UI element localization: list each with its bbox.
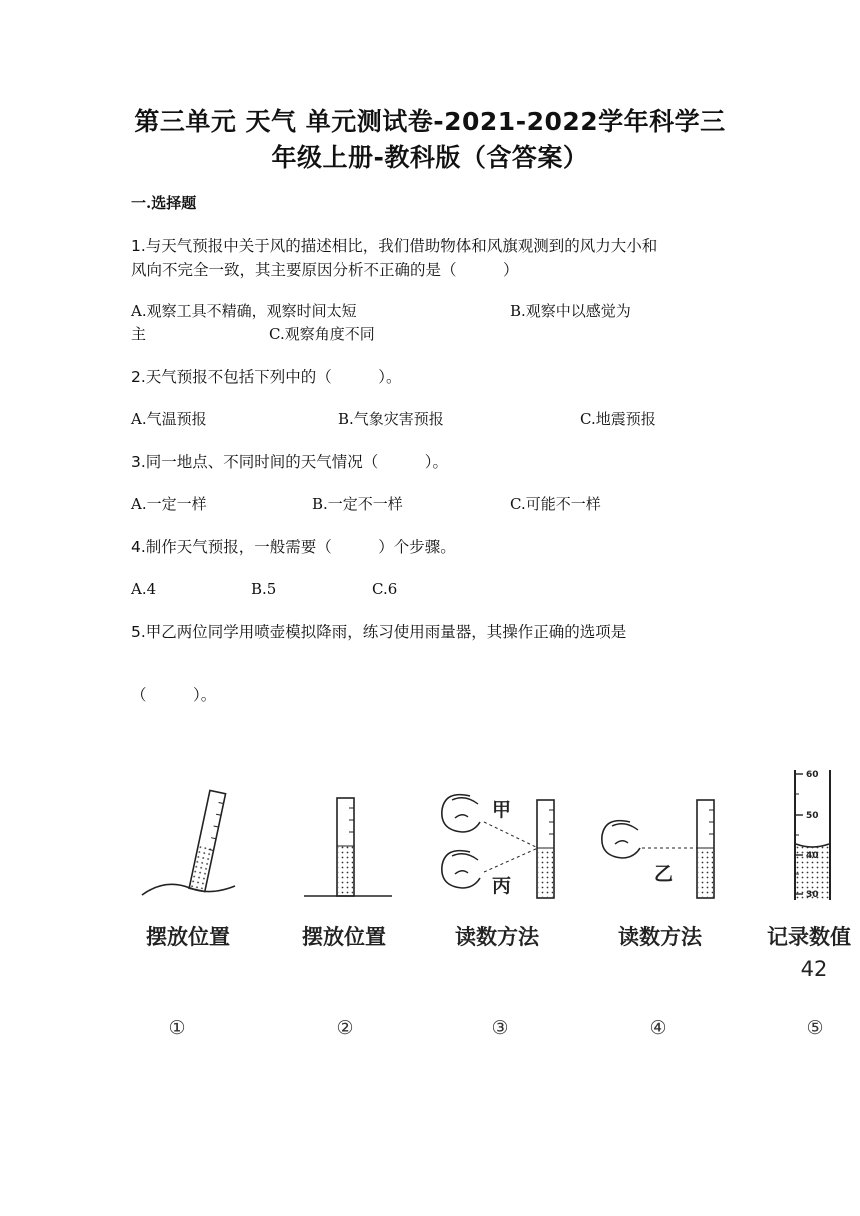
caption: 摆放位置 [302,925,386,949]
option-a: A.观察工具不精确，观察时间太短 [131,302,357,320]
caption: 摆放位置 [146,925,230,949]
question-number: 2. [131,368,146,386]
panel-1-tilted-gauge [142,790,235,895]
option-b-continued: 主 [131,325,147,343]
option-c: C.观察角度不同 [269,325,375,343]
question-text: 同一地点、不同时间的天气情况（ ）。 [145,453,449,471]
option-a: A.4 [131,580,157,598]
caption: 读数方法 [618,925,702,949]
question-text: 与天气预报中关于风的描述相比，我们借助物体和风旗观测到的风力大小和 [145,237,658,255]
question-text: 制作天气预报，一般需要（ ）个步骤。 [145,538,456,556]
recorded-value: 42 [800,957,828,981]
scale-tick-label: 40 [806,851,819,861]
option-b: B.5 [251,580,277,598]
person-label-bing: 丙 [492,875,512,897]
option-c: C.可能不一样 [510,495,601,513]
question-text: 风向不完全一致，其主要原因分析不正确的是（ ） [131,261,519,279]
section-heading: 一.选择题 [131,194,197,212]
question-number: 5. [131,623,146,641]
question-text: 甲乙两位同学用喷壶模拟降雨，练习使用雨量器，其操作正确的选项是 [145,623,627,641]
panel-2-upright-gauge [304,798,392,896]
panel-number: ② [336,1017,354,1039]
question-2 [131,365,731,389]
question-number: 3. [131,453,146,471]
panel-number: ① [168,1017,186,1039]
option-a: A.一定一样 [131,495,207,513]
option-b: B.气象灾害预报 [338,410,444,428]
panel-5-scaled-gauge [795,770,830,900]
option-c: C.地震预报 [580,410,656,428]
person-label-jia: 甲 [492,799,512,821]
person-label-yi: 乙 [654,863,674,885]
question-1 [131,234,731,282]
option-b: B.观察中以感觉为 [510,302,631,320]
question-3 [131,450,731,474]
scale-tick-label: 60 [806,770,819,780]
question-number: 4. [131,538,146,556]
option-a: A.气温预报 [131,410,207,428]
panel-3-two-readers [442,795,554,898]
scale-tick-label: 30 [806,890,819,900]
question-4 [131,535,731,559]
scale-tick-label: 50 [806,811,819,821]
option-b: B.一定不一样 [312,495,403,513]
panel-number: ⑤ [806,1017,824,1039]
question-5 [131,620,731,644]
panel-number: ④ [649,1017,667,1039]
page-title-line-2: 年级上册-教科版（含答案） [271,143,589,172]
question-number: 1. [131,237,146,255]
rain-gauge-figure [0,760,860,1060]
reader-head [602,821,640,858]
question-text: 天气预报不包括下列中的（ ）。 [145,368,402,386]
panel-number: ③ [491,1017,509,1039]
question-5-blank: （ ）。 [131,686,217,704]
caption: 读数方法 [455,925,539,949]
reader-head-top [442,795,480,832]
reader-head-bottom [442,851,480,888]
option-c: C.6 [372,580,398,598]
panel-4-single-reader [602,800,714,898]
page-title-line-1: 第三单元 天气 单元测试卷-2021-2022学年科学三 [134,107,726,136]
caption: 记录数值 [767,925,851,949]
